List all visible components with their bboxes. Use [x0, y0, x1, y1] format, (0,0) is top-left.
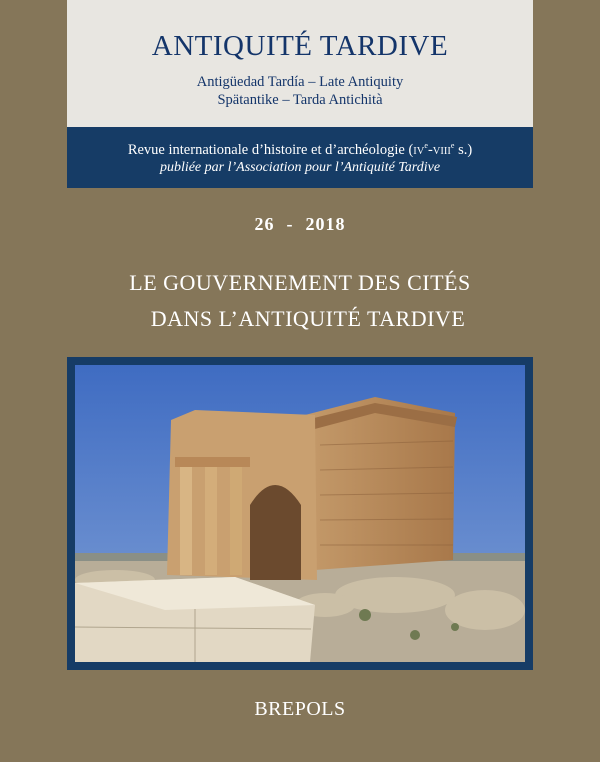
- issue-year: 2018: [305, 214, 346, 234]
- description-band: [67, 127, 533, 188]
- century-start-sup: e: [424, 141, 428, 150]
- cover-photo-frame: [67, 357, 533, 670]
- main-title-line-2: DANS L’ANTIQUITÉ TARDIVE: [150, 306, 466, 331]
- century-separator: -: [427, 141, 433, 158]
- description-prefix: Revue internationale d’histoire et d’archéologie (: [127, 141, 414, 158]
- main-title-line-1: LE GOUVERNEMENT DES CITÉS: [129, 270, 471, 295]
- description-suffix: s.): [454, 141, 473, 158]
- century-start: IV: [413, 145, 425, 157]
- issue-number: 26: [254, 214, 275, 234]
- issue-line: [0, 214, 600, 235]
- subtitle-languages-2: Spätantike – Tarda Antichità: [217, 92, 383, 108]
- publisher-association: publiée par l’Association pour l’Antiquité Tardive: [159, 160, 441, 175]
- subtitle-languages-1: Antigüedad Tardía – Late Antiquity: [196, 74, 404, 90]
- century-end: VIII: [432, 145, 451, 157]
- issue-separator: -: [286, 214, 294, 234]
- century-end-sup: e: [450, 141, 455, 150]
- cover-photo-ruin: [75, 365, 525, 662]
- journal-description: [67, 141, 533, 159]
- publisher-name: BREPOLS: [254, 698, 346, 720]
- journal-title: ANTIQUITÉ TARDIVE: [151, 30, 449, 62]
- title-panel: [67, 0, 533, 127]
